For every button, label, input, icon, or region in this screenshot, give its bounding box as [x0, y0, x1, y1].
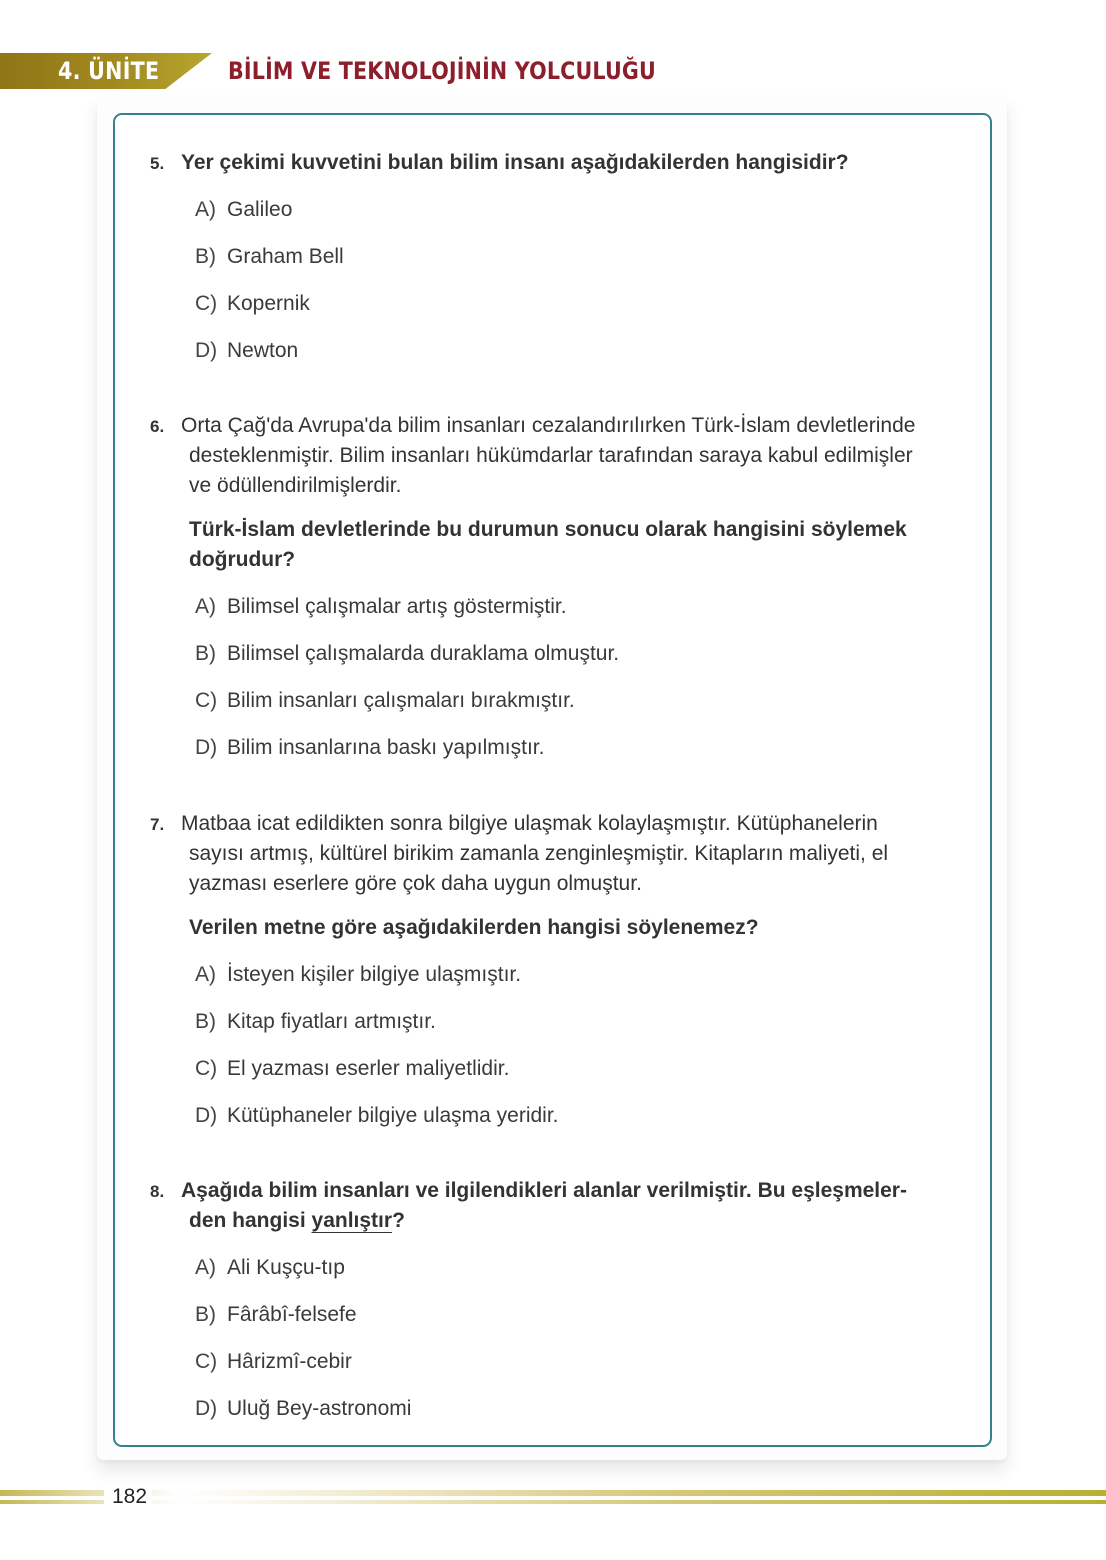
option-letter: D) [195, 1104, 218, 1127]
option-letter: D) [195, 736, 218, 759]
footer-rule [0, 1490, 1106, 1496]
question-8 [150, 1176, 907, 1207]
footer-rule [0, 1500, 1106, 1504]
emphasized-word: yanlıştır [311, 1209, 393, 1232]
question-stem-line: desteklenmiştir. Bilim insanları hükümdarlar tarafından saraya kabul edilmişler [189, 444, 913, 467]
question-stem-line [189, 1206, 405, 1236]
stem-end: ? [392, 1209, 405, 1232]
option-text: Uluğ Bey-astronomi [227, 1397, 412, 1420]
option-text: Hârizmî-cebir [227, 1350, 352, 1373]
option-a[interactable] [195, 960, 521, 990]
option-text: El yazması eserler maliyetlidir. [227, 1057, 510, 1080]
option-text: Bilim insanları çalışmaları bırakmıştır. [227, 689, 575, 712]
question-number: 5. [150, 154, 165, 173]
option-text: Bilimsel çalışmalarda duraklama olmuştur. [227, 642, 620, 665]
question-6 [150, 411, 915, 442]
unit-title: BİLİM VE TEKNOLOJİNİN YOLCULUĞU [228, 57, 656, 85]
question-prompt: Verilen metne göre aşağıdakilerden hangisi söylenemez? [189, 916, 759, 939]
option-a[interactable] [195, 195, 292, 225]
question-number: 7. [150, 815, 165, 834]
option-c[interactable] [195, 686, 575, 716]
option-letter: A) [195, 595, 216, 618]
option-c[interactable] [195, 1347, 352, 1377]
option-b[interactable] [195, 1007, 436, 1037]
option-letter: D) [195, 339, 218, 362]
option-text: Bilimsel çalışmalar artış göstermiştir. [227, 595, 567, 618]
option-letter: D) [195, 1397, 218, 1420]
question-stem: Yer çekimi kuvvetini bulan bilim insanı aşağıdakilerden hangisidir? [181, 151, 849, 174]
option-b[interactable] [195, 242, 344, 272]
option-d[interactable] [195, 733, 544, 763]
question-number: 8. [150, 1182, 165, 1201]
question-number: 6. [150, 417, 165, 436]
option-a[interactable] [195, 1253, 345, 1283]
question-stem: Aşağıda bilim insanları ve ilgilendikleri alanlar verilmiştir. Bu eşleşmeler- [181, 1179, 907, 1202]
option-letter: C) [195, 1057, 218, 1080]
option-letter: B) [195, 245, 216, 268]
option-letter: A) [195, 1256, 216, 1279]
option-b[interactable] [195, 1300, 357, 1330]
question-5 [150, 148, 849, 179]
option-text: İsteyen kişiler bilgiye ulaşmıştır. [227, 963, 522, 986]
option-text: Kopernik [227, 292, 310, 315]
question-7 [150, 809, 878, 840]
option-text: Newton [227, 339, 299, 362]
question-stem: Orta Çağ'da Avrupa'da bilim insanları cezalandırılırken Türk-İslam devletlerinde [181, 414, 916, 437]
option-text: Kütüphaneler bilgiye ulaşma yeridir. [227, 1104, 559, 1127]
option-letter: B) [195, 642, 216, 665]
option-text: Graham Bell [227, 245, 344, 268]
option-d[interactable] [195, 1394, 411, 1424]
option-letter: C) [195, 689, 218, 712]
unit-label: 4. ÜNİTE [58, 57, 160, 85]
option-text: Ali Kuşçu-tıp [227, 1256, 345, 1279]
option-letter: A) [195, 198, 216, 221]
option-c[interactable] [195, 289, 310, 319]
option-letter: C) [195, 1350, 218, 1373]
question-stem-line: yazması eserlere göre çok daha uygun olmuştur. [189, 872, 642, 895]
option-letter: B) [195, 1303, 216, 1326]
question-stem-line: ve ödüllendirilmişlerdir. [189, 474, 402, 497]
option-text: Fârâbî-felsefe [227, 1303, 357, 1326]
option-text: Galileo [227, 198, 293, 221]
option-text: Kitap fiyatları artmıştır. [227, 1010, 436, 1033]
stem-text: den hangisi [189, 1209, 312, 1232]
question-stem: Matbaa icat edildikten sonra bilgiye ulaşmak kolaylaşmıştır. Kütüphanelerin [181, 812, 878, 835]
option-a[interactable] [195, 592, 567, 622]
option-d[interactable] [195, 336, 298, 366]
option-letter: C) [195, 292, 218, 315]
option-text: Bilim insanlarına baskı yapılmıştır. [227, 736, 545, 759]
option-letter: A) [195, 963, 216, 986]
option-b[interactable] [195, 639, 619, 669]
question-prompt: doğrudur? [189, 548, 296, 571]
question-stem-line: sayısı artmış, kültürel birikim zamanla zenginleşmiştir. Kitapların maliyeti, el [189, 842, 889, 865]
option-d[interactable] [195, 1101, 559, 1131]
question-prompt: Türk-İslam devletlerinde bu durumun sonucu olarak hangisini söylemek [189, 518, 907, 541]
option-letter: B) [195, 1010, 216, 1033]
page-number: 182 [112, 1485, 148, 1508]
option-c[interactable] [195, 1054, 509, 1084]
